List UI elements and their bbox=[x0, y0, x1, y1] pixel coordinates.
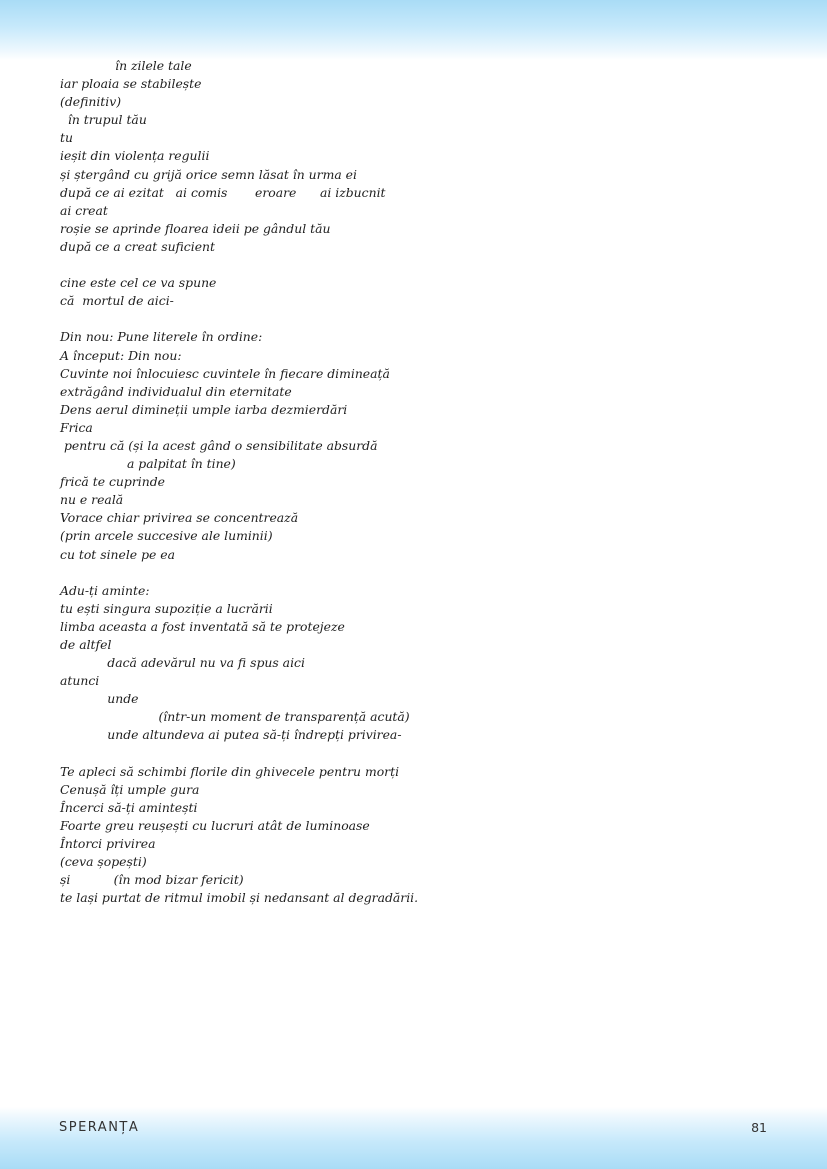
poem-line: Adu-ți aminte: bbox=[60, 582, 150, 598]
poem-line: tu ești singura supoziție a lucrării bbox=[60, 600, 273, 616]
poem-line: Dens aerul dimineții umple iarba dezmierdări bbox=[60, 401, 348, 417]
poem-line: iar ploaia se stabilește bbox=[60, 76, 202, 92]
poem-line: a palpitat în tine) bbox=[60, 456, 236, 472]
poem-line: frică te cuprinde bbox=[60, 474, 165, 490]
poem-line: atunci bbox=[60, 673, 100, 689]
stanza-break bbox=[60, 564, 780, 582]
poem-line: de altfel bbox=[60, 637, 112, 652]
poem-line: cu tot sinele pe ea bbox=[60, 546, 176, 562]
poem-line: Vorace chiar privirea se concentrează bbox=[60, 510, 299, 526]
poem-line: Cuvinte noi înlocuiesc cuvintele în fiecare dimineață bbox=[60, 365, 390, 381]
poem-line: tu bbox=[60, 130, 73, 146]
poem-line: ai creat bbox=[60, 202, 108, 218]
poem-line: te lași purtat de ritmul imobil și nedansant al degradării. bbox=[60, 890, 419, 906]
stanza-break bbox=[60, 256, 780, 274]
poem-line: și ștergând cu grijă orice semn lăsat în urma ei bbox=[60, 166, 357, 182]
poem-line: și (în mod bizar fericit) bbox=[60, 872, 244, 888]
poem-line: că mortul de aici- bbox=[60, 293, 174, 309]
poem-line: (prin arcele succesive ale luminii) bbox=[60, 528, 273, 544]
stanza-break bbox=[60, 745, 780, 763]
poem-body bbox=[60, 57, 780, 907]
poem-line: în zilele tale bbox=[60, 58, 192, 73]
poem-line: roșie se aprinde floarea ideii pe gândul tău bbox=[60, 220, 331, 236]
poem-line: (definitiv) bbox=[60, 94, 122, 110]
poem-line: Foarte greu reușești cu lucruri atât de luminoase bbox=[60, 817, 370, 833]
poem-line: cine este cel ce va spune bbox=[60, 275, 217, 291]
poem-line: Din nou: Pune literele în ordine: bbox=[60, 329, 263, 345]
poem-line: ieșit din violența regulii bbox=[60, 148, 210, 164]
poem-line: în trupul tău bbox=[60, 112, 147, 128]
poem-line: Cenușă îți umple gura bbox=[60, 781, 200, 797]
poem-line: limba aceasta a fost inventată să te protejeze bbox=[60, 618, 345, 634]
poem-line: nu e reală bbox=[60, 492, 124, 508]
poem-line: Întorci privirea bbox=[60, 836, 156, 852]
poem-line: unde bbox=[60, 691, 139, 707]
poem-line: (într-un moment de transparență acută) bbox=[60, 709, 410, 725]
poem-line: Frica bbox=[60, 419, 93, 435]
poem-line: Încerci să-ți amintești bbox=[60, 799, 198, 815]
stanza-break bbox=[60, 310, 780, 328]
poem-line: după ce a creat suficient bbox=[60, 238, 216, 254]
poem-line: Te apleci să schimbi florile din ghivecele pentru morți bbox=[60, 763, 400, 779]
footer-band bbox=[0, 1107, 827, 1169]
poem-line: după ce ai ezitat ai comis eroare ai izbucnit bbox=[60, 184, 386, 200]
poem-line: pentru că (și la acest gând o sensibilitate absurdă bbox=[60, 437, 378, 453]
poem-line: (ceva șopești) bbox=[60, 854, 147, 870]
publication-title: SPERANȚA bbox=[59, 1120, 140, 1135]
poem-line: dacă adevărul nu va fi spus aici bbox=[60, 655, 305, 671]
poem-line: unde altundeva ai putea să-ți îndrepți privirea- bbox=[60, 727, 402, 743]
header-band bbox=[0, 0, 827, 60]
page-number: 81 bbox=[751, 1120, 767, 1135]
poem-line: A început: Din nou: bbox=[60, 347, 182, 363]
poem-line: extrăgând individualul din eternitate bbox=[60, 383, 292, 399]
